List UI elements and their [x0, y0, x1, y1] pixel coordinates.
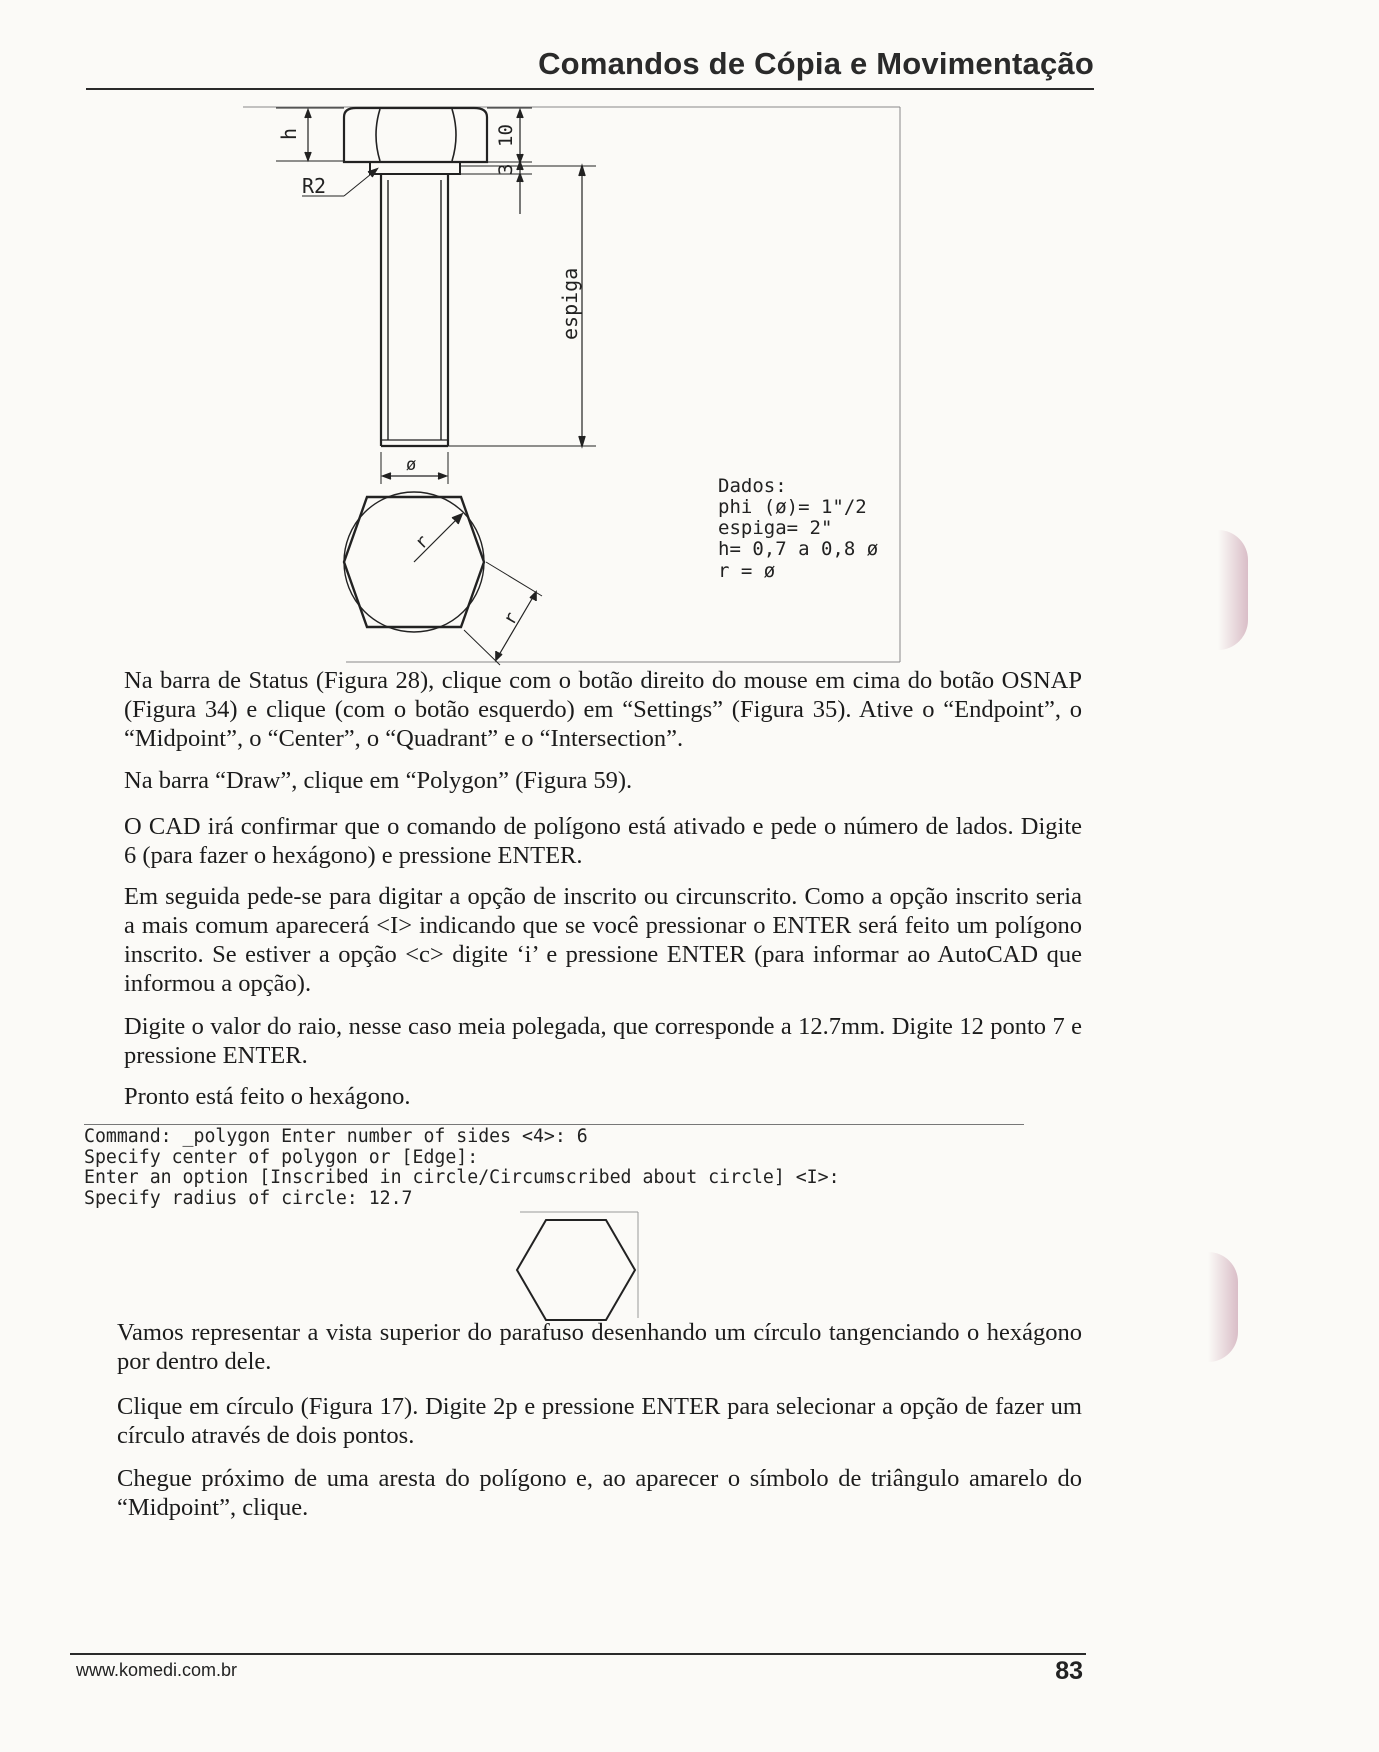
dados-line-2: phi (ø)= 1"/2: [718, 496, 867, 518]
paragraph-draw-polygon: Na barra “Draw”, clique em “Polygon” (Figura 59).: [124, 767, 633, 794]
command-line-1: Command: _polygon Enter number of sides <4>: 6: [84, 1126, 588, 1147]
paragraph-top-view: Vamos representar a vista superior do parafuso desenhando um círculo tangenciando o hexágono por dentro dele.: [117, 1319, 1082, 1375]
footer-url: www.komedi.com.br: [76, 1660, 238, 1680]
paragraph-circle-2p: Clique em círculo (Figura 17). Digite 2p e pressione ENTER para selecionar a opção de fazer um círculo através de dois pontos.: [117, 1393, 1082, 1449]
command-line-output: [84, 1124, 1024, 1209]
hexagon-result-figure: [517, 1212, 638, 1320]
dados-line-1: Dados:: [718, 475, 787, 497]
dim-phi-label: ø: [406, 455, 417, 475]
dados-line-5: r = ø: [718, 560, 776, 582]
page-edge-mark-top: [1218, 530, 1248, 650]
paragraph-inscribed: Em seguida pede-se para digitar a opção de inscrito ou circunscrito. Como a opção inscrito seria a mais comum aparecerá <I> indicando que se você pressionar o ENTER será feito um polígono inscrito. Se estiver a opção <c> digite ‘i’ e pressione ENTER (para informar ao AutoCAD que informou a opção).: [124, 883, 1082, 997]
paragraph-midpoint: Chegue próximo de uma aresta do polígono e, ao aparecer o símbolo de triângulo amarelo do “Midpoint”, clique.: [117, 1465, 1082, 1521]
dim-espiga-label: espiga: [558, 267, 582, 340]
dim-r-inner-label: r: [410, 531, 434, 554]
paragraph-sides: O CAD irá confirmar que o comando de polígono está ativado e pede o número de lados. Digite 6 (para fazer o hexágono) e pressione ENTER.: [124, 813, 1082, 869]
paragraph-done: Pronto está feito o hexágono.: [124, 1083, 411, 1110]
command-line-2: Specify center of polygon or [Edge]:: [84, 1146, 479, 1168]
page-edge-mark-bottom: [1208, 1252, 1238, 1362]
dados-line-3: espiga= 2": [718, 517, 833, 539]
dados-line-4: h= 0,7 a 0,8 ø: [718, 538, 879, 560]
paragraph-osnap: Na barra de Status (Figura 28), clique com o botão direito do mouse em cima do botão OSNAP (Figura 34) e clique (com o botão esquerdo) em “Settings” (Figura 35). Ative o “Endpoint”, o “Midpoint”, o “Center”, o “Quadrant” e o “Intersection”.: [124, 667, 1082, 752]
dim-h-label: h: [277, 127, 301, 140]
command-line-4: Specify radius of circle: 12.7: [84, 1187, 413, 1209]
dim-10-label: 10: [495, 124, 517, 147]
page-header-title: Comandos de Cópia e Movimentação: [538, 46, 1094, 81]
footer-rule: [70, 1653, 1086, 1655]
dim-3-label: 3: [495, 163, 517, 175]
dim-r-outer-label: r: [499, 608, 523, 629]
command-line-3: Enter an option [Inscribed in circle/Circumscribed about circle] <I>:: [84, 1167, 840, 1188]
paragraph-radius: Digite o valor do raio, nesse caso meia polegada, que corresponde a 12.7mm. Digite 12 ponto 7 e pressione ENTER.: [124, 1013, 1082, 1069]
page-number: 83: [1055, 1657, 1083, 1685]
dim-r2-label: R2: [302, 174, 327, 198]
